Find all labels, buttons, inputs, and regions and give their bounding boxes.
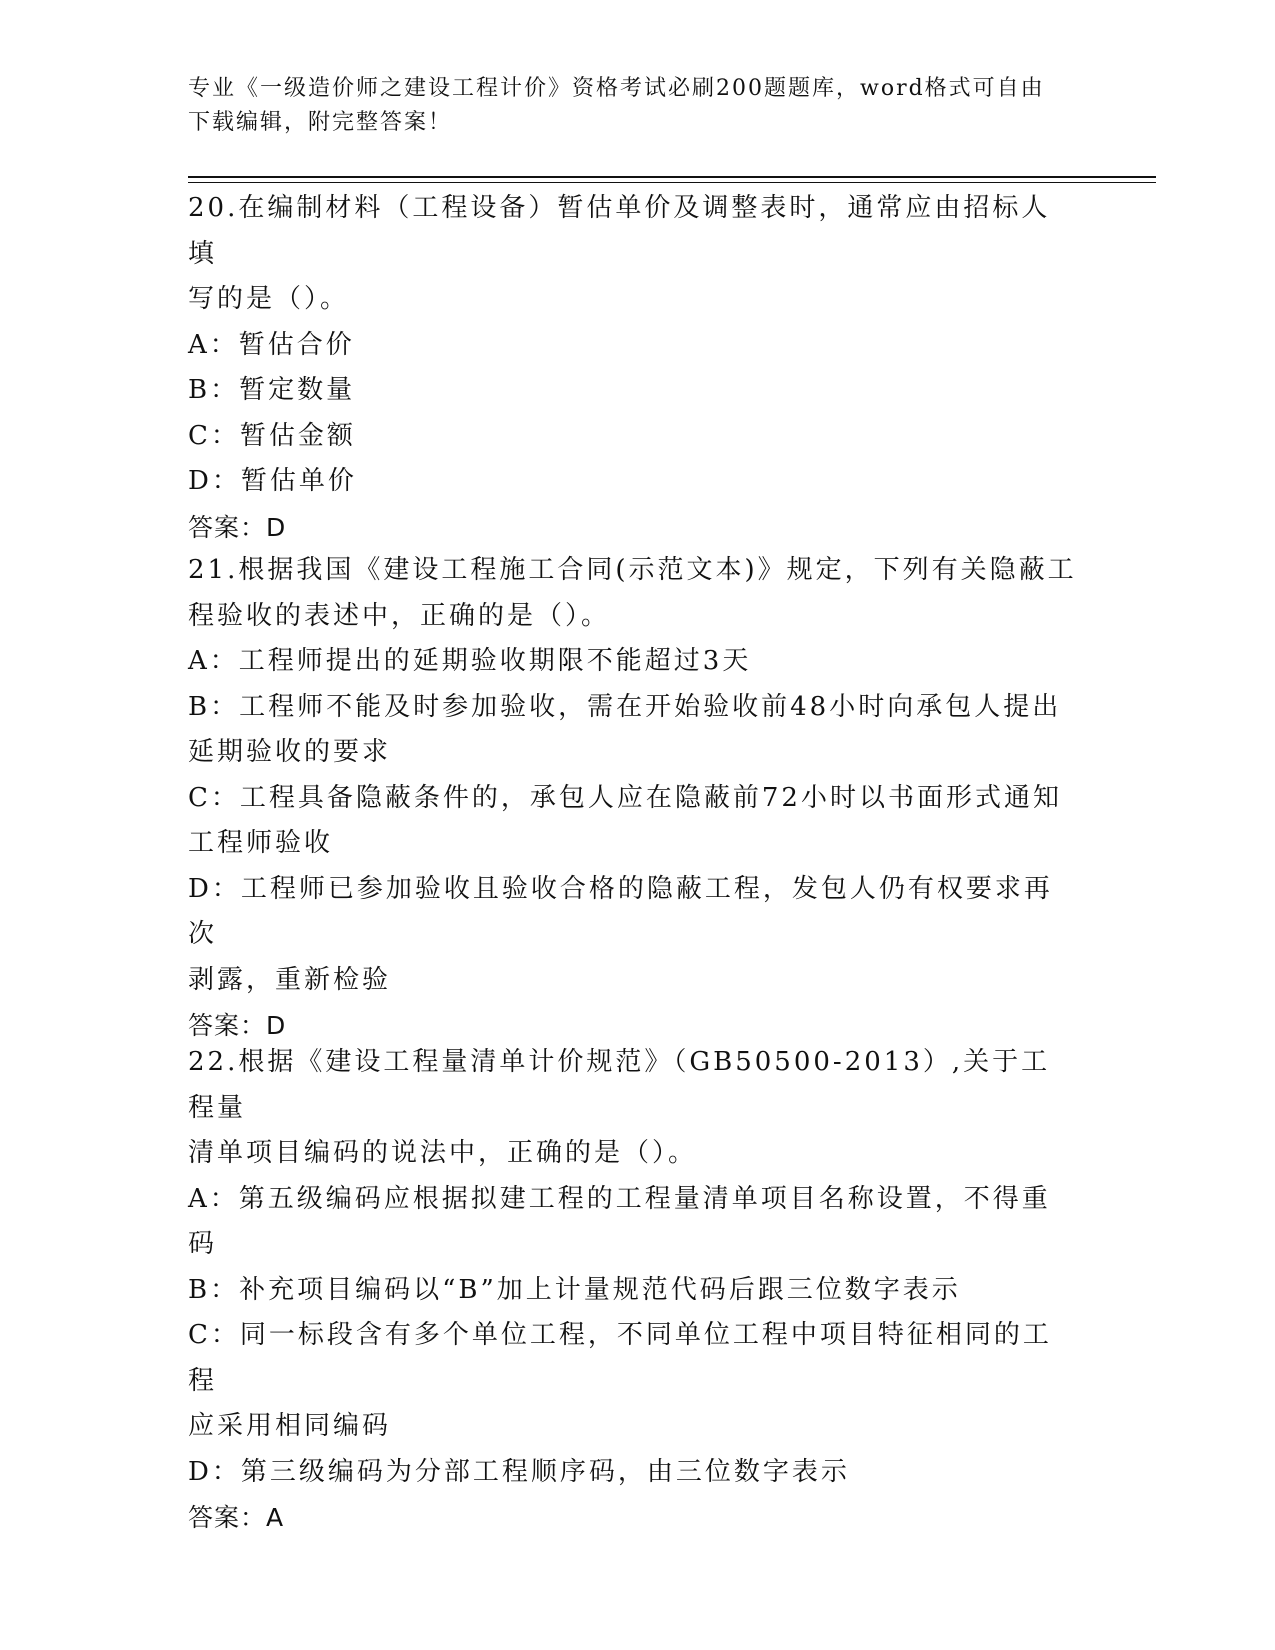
answer-label: 答案：D: [188, 512, 287, 542]
header-line-2: 下载编辑，附完整答案！: [188, 110, 453, 135]
header-line-1: 专业《一级造价师之建设工程计价》资格考试必刷200题题库，word格式可自由: [188, 76, 1045, 101]
question-stem-line: 程验收的表述中，正确的是（）。: [188, 600, 611, 631]
option-d-continued: 剥露，重新检验: [188, 964, 392, 995]
option-c: C：同一标段含有多个单位工程，不同单位工程中项目特征相同的工程: [188, 1320, 1052, 1396]
question-stem-line: 22.根据《建设工程量清单计价规范》（GB50500-2013）,关于工程量: [188, 1047, 1051, 1123]
question-21: [188, 548, 1078, 1049]
option-d: D：第三级编码为分部工程顺序码，由三位数字表示: [188, 1456, 850, 1487]
option-c: C：工程具备隐蔽条件的，承包人应在隐蔽前72小时以书面形式通知: [188, 782, 1062, 813]
question-stem-line: 清单项目编码的说法中，正确的是（）。: [188, 1138, 698, 1168]
option-d: D：工程师已参加验收且验收合格的隐蔽工程，发包人仍有权要求再次: [188, 873, 1053, 949]
answer-label: 答案：A: [188, 1503, 285, 1532]
question-22: [188, 1040, 1078, 1541]
option-a: A：工程师提出的延期验收期限不能超过3天: [188, 646, 752, 676]
option-b: B：工程师不能及时参加验收，需在开始验收前48小时向承包人提出: [188, 691, 1062, 722]
option-d: D：暂估单价: [188, 466, 357, 496]
header-divider-thin: [188, 182, 1156, 183]
option-b: B：暂定数量: [188, 375, 356, 405]
document-header: [188, 72, 1068, 140]
question-stem-line: 21.根据我国《建设工程施工合同(示范文本)》规定，下列有关隐蔽工: [188, 555, 1077, 585]
question-stem-line: 20.在编制材料（工程设备）暂估单价及调整表时，通常应由招标人填: [188, 193, 1051, 269]
question-20: [188, 186, 1078, 550]
answer-label: 答案：D: [188, 1011, 287, 1040]
option-c: C：暂估金额: [188, 420, 356, 451]
question-stem-line: 写的是（）。: [188, 284, 350, 314]
option-c-continued: 应采用相同编码: [188, 1411, 392, 1441]
option-a: A：第五级编码应根据拟建工程的工程量清单项目名称设置，不得重码: [188, 1183, 1051, 1259]
option-a: A：暂估合价: [188, 329, 355, 360]
option-b: B：补充项目编码以“B”加上计量规范代码后跟三位数字表示: [188, 1274, 961, 1305]
header-divider-thick: [188, 176, 1156, 178]
option-b-continued: 延期验收的要求: [188, 737, 392, 767]
option-c-continued: 工程师验收: [188, 828, 334, 858]
